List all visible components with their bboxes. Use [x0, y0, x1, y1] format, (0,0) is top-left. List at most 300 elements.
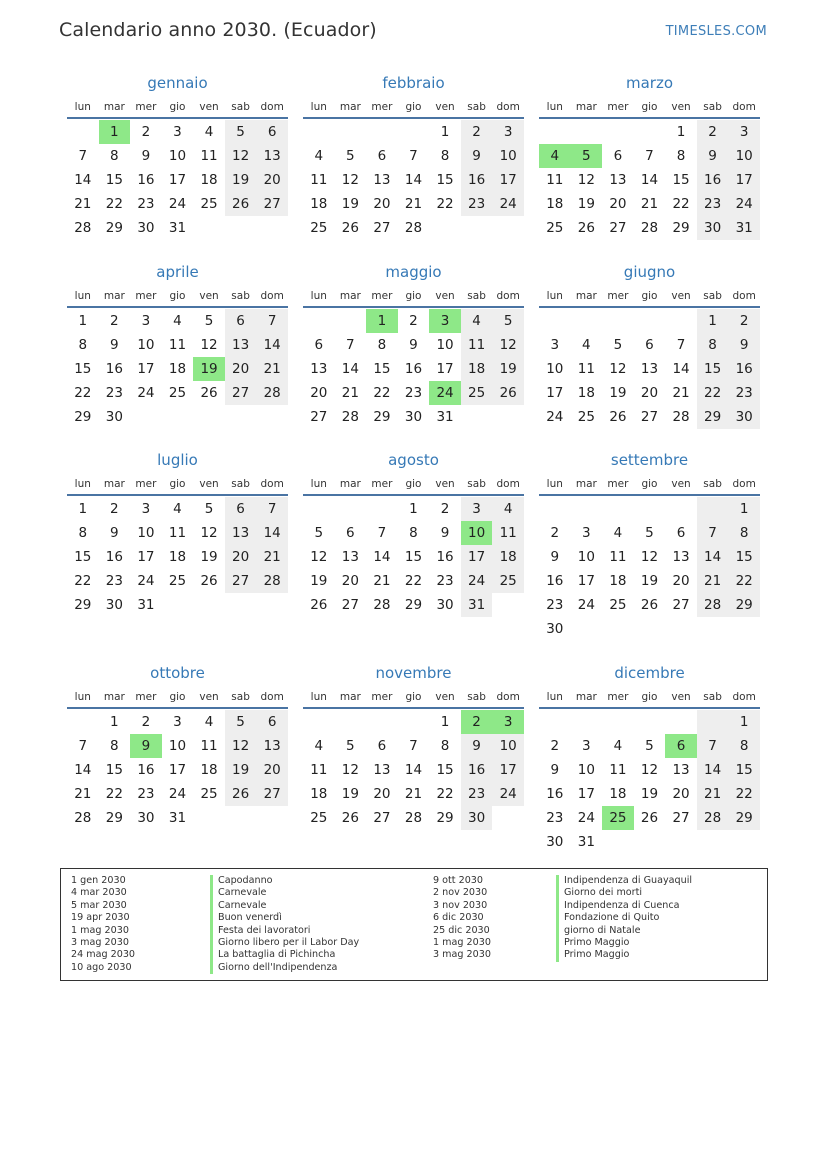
day-cell: 7	[256, 497, 288, 521]
day-cell: 30	[137, 220, 155, 236]
day-cell: 8	[377, 337, 387, 353]
weekday-header	[539, 472, 760, 496]
day-cell: 2	[697, 120, 729, 144]
day-cell: 8	[110, 738, 119, 754]
weekday-label: ven	[199, 101, 219, 113]
month-marzo	[539, 71, 760, 240]
day-cell: 26	[225, 782, 257, 806]
empty-day-cell	[634, 309, 666, 333]
legend-holiday-name: Giorno dei morti	[556, 887, 692, 899]
day-cell: 13	[341, 549, 359, 565]
day-cell: 13	[225, 521, 257, 545]
weekday-label: gio	[405, 290, 422, 302]
legend-names-column-2	[556, 875, 692, 962]
empty-day-cell	[366, 710, 398, 734]
day-cell: 5	[204, 501, 214, 517]
day-cell: 19	[310, 573, 328, 589]
day-cell: 6	[613, 148, 623, 164]
day-cell: 26	[225, 192, 257, 216]
empty-day-cell	[193, 593, 225, 617]
day-grid	[539, 308, 760, 429]
day-cell: 27	[672, 597, 690, 613]
day-cell: 15	[404, 549, 423, 565]
day-cell: 6	[346, 525, 355, 541]
day-cell: 18	[168, 549, 187, 565]
weekday-header	[303, 685, 524, 709]
legend-holiday-name: Giorno dell'Indipendenza	[210, 962, 359, 974]
day-cell: 16	[546, 573, 564, 589]
empty-day-cell	[697, 497, 729, 521]
empty-day-cell	[602, 120, 634, 144]
day-cell: 16	[461, 758, 493, 782]
legend-date: 5 mar 2030	[71, 899, 127, 911]
day-cell: 15	[728, 758, 760, 782]
legend-holiday-name: Indipendenza di Guayaquil	[556, 875, 692, 887]
weekday-label: lun	[310, 290, 327, 302]
legend-holiday-name: Giorno libero per il Labor Day	[210, 937, 359, 949]
weekday-label: mer	[135, 290, 157, 302]
weekday-label: sab	[703, 101, 722, 113]
month-luglio	[67, 448, 288, 617]
day-cell: 28	[373, 597, 391, 613]
day-cell: 27	[256, 782, 288, 806]
day-cell: 19	[341, 196, 359, 212]
day-cell: 17	[137, 361, 155, 377]
day-cell: 3	[461, 497, 493, 521]
day-cell: 10	[728, 144, 760, 168]
day-cell: 23	[105, 573, 123, 589]
weekday-label: mar	[103, 101, 125, 113]
weekday-label: lun	[546, 290, 563, 302]
day-cell: 10	[168, 148, 187, 164]
day-cell: 21	[74, 786, 92, 802]
weekday-label: mar	[339, 101, 361, 113]
day-cell: 19	[640, 786, 659, 802]
day-cell: 4	[314, 148, 324, 164]
weekday-label: lun	[74, 101, 91, 113]
weekday-label: dom	[496, 691, 520, 703]
day-cell: 12	[492, 333, 524, 357]
empty-day-cell	[665, 617, 697, 641]
legend-names-column-1	[210, 875, 359, 974]
day-cell: 29	[105, 810, 123, 826]
weekday-label: sab	[703, 478, 722, 490]
day-cell: 29	[404, 597, 423, 613]
empty-day-cell	[398, 710, 430, 734]
month-name: settembre	[610, 451, 689, 469]
weekday-header	[303, 472, 524, 496]
holiday-day-cell: 10	[461, 521, 493, 545]
weekday-label: gio	[405, 691, 422, 703]
day-cell: 17	[461, 545, 493, 569]
empty-day-cell	[256, 806, 288, 830]
legend-date: 1 mag 2030	[71, 924, 129, 936]
day-cell: 9	[409, 337, 418, 353]
day-cell: 26	[200, 573, 218, 589]
empty-day-cell	[335, 309, 367, 333]
empty-day-cell	[571, 617, 603, 641]
empty-day-cell	[571, 710, 603, 734]
weekday-label: sab	[231, 691, 250, 703]
month-aprile	[67, 260, 288, 429]
empty-day-cell	[429, 216, 461, 240]
day-cell: 24	[461, 569, 493, 593]
legend-holiday-name: La battaglia di Pichincha	[210, 949, 359, 961]
empty-day-cell	[303, 120, 335, 144]
day-cell: 5	[645, 525, 654, 541]
month-dicembre	[539, 661, 760, 854]
weekday-label: gio	[641, 101, 658, 113]
day-cell: 2	[461, 120, 493, 144]
weekday-label: gio	[641, 290, 658, 302]
empty-day-cell	[602, 830, 634, 854]
day-cell: 21	[640, 196, 659, 212]
legend-date: 1 gen 2030	[71, 875, 126, 886]
day-cell: 1	[78, 313, 88, 329]
holiday-day-cell: 3	[429, 309, 461, 333]
weekday-label: mer	[371, 290, 393, 302]
day-cell: 16	[137, 762, 155, 778]
empty-day-cell	[728, 830, 760, 854]
day-cell: 8	[78, 525, 88, 541]
day-cell: 18	[577, 385, 595, 401]
day-cell: 7	[409, 148, 418, 164]
weekday-label: lun	[74, 478, 91, 490]
weekday-label: dom	[260, 478, 284, 490]
day-cell: 5	[204, 313, 214, 329]
day-cell: 22	[436, 786, 454, 802]
day-cell: 20	[341, 573, 359, 589]
day-cell: 27	[373, 220, 391, 236]
weekday-label: ven	[199, 478, 219, 490]
day-grid	[67, 496, 288, 617]
day-grid	[539, 709, 760, 854]
day-cell: 8	[728, 521, 760, 545]
day-cell: 30	[546, 834, 564, 850]
day-cell: 23	[404, 385, 423, 401]
day-cell: 5	[346, 148, 355, 164]
empty-day-cell	[335, 497, 367, 521]
day-cell: 7	[697, 521, 729, 545]
empty-day-cell	[303, 497, 335, 521]
day-cell: 7	[676, 337, 686, 353]
empty-day-cell	[665, 710, 697, 734]
holiday-day-cell: 1	[366, 309, 398, 333]
day-cell: 15	[436, 762, 454, 778]
day-cell: 24	[546, 409, 564, 425]
day-cell: 30	[461, 806, 493, 830]
empty-day-cell	[162, 405, 194, 429]
day-cell: 18	[200, 172, 218, 188]
day-cell: 1	[676, 124, 686, 140]
day-cell: 30	[404, 409, 423, 425]
holiday-day-cell: 2	[461, 710, 493, 734]
empty-day-cell	[67, 710, 99, 734]
day-cell: 21	[697, 782, 729, 806]
day-cell: 23	[697, 192, 729, 216]
day-cell: 12	[640, 762, 659, 778]
day-cell: 14	[74, 172, 92, 188]
empty-day-cell	[665, 830, 697, 854]
day-cell: 23	[137, 196, 155, 212]
legend-holiday-name: Primo Maggio	[556, 949, 692, 961]
empty-day-cell	[634, 120, 666, 144]
day-cell: 23	[137, 786, 155, 802]
day-cell: 12	[200, 337, 218, 353]
day-cell: 30	[728, 405, 760, 429]
day-cell: 25	[168, 385, 187, 401]
day-cell: 7	[256, 309, 288, 333]
day-cell: 19	[341, 786, 359, 802]
day-cell: 31	[461, 593, 493, 617]
empty-day-cell	[492, 806, 524, 830]
weekday-label: gio	[405, 101, 422, 113]
legend-date: 24 mag 2030	[71, 949, 136, 961]
weekday-label: mar	[103, 478, 125, 490]
day-cell: 22	[373, 385, 391, 401]
day-cell: 2	[550, 738, 560, 754]
day-cell: 6	[256, 120, 288, 144]
month-giugno	[539, 260, 760, 429]
legend-holiday-name: Buon venerdì	[210, 912, 359, 924]
day-cell: 24	[577, 597, 595, 613]
day-cell: 29	[697, 405, 729, 429]
day-cell: 14	[256, 521, 288, 545]
day-cell: 24	[492, 192, 524, 216]
day-cell: 18	[546, 196, 564, 212]
day-cell: 24	[137, 385, 155, 401]
day-cell: 28	[404, 810, 423, 826]
holiday-day-cell: 25	[602, 806, 634, 830]
day-cell: 23	[461, 782, 493, 806]
day-cell: 9	[697, 144, 729, 168]
day-cell: 21	[373, 573, 391, 589]
legend-holiday-name: Carnevale	[210, 900, 359, 912]
empty-day-cell	[225, 405, 257, 429]
day-cell: 17	[577, 573, 595, 589]
day-cell: 30	[137, 810, 155, 826]
empty-day-cell	[665, 497, 697, 521]
day-cell: 4	[173, 501, 182, 517]
weekday-label: gio	[641, 478, 658, 490]
day-cell: 16	[105, 361, 123, 377]
day-cell: 9	[461, 734, 493, 758]
day-cell: 20	[225, 545, 257, 569]
empty-day-cell	[193, 405, 225, 429]
day-cell: 20	[256, 168, 288, 192]
day-cell: 18	[310, 196, 328, 212]
day-cell: 26	[640, 597, 659, 613]
day-cell: 30	[105, 409, 123, 425]
day-cell: 26	[492, 381, 524, 405]
weekday-label: mer	[135, 691, 157, 703]
day-cell: 26	[609, 409, 627, 425]
weekday-label: lun	[546, 101, 563, 113]
day-cell: 2	[141, 714, 151, 730]
day-cell: 29	[436, 810, 454, 826]
weekday-label: lun	[310, 478, 327, 490]
day-cell: 27	[256, 192, 288, 216]
day-cell: 21	[404, 786, 423, 802]
weekday-label: ven	[199, 290, 219, 302]
weekday-label: gio	[405, 478, 422, 490]
day-cell: 15	[74, 361, 92, 377]
day-cell: 25	[200, 786, 218, 802]
weekday-label: lun	[546, 478, 563, 490]
day-cell: 26	[341, 220, 359, 236]
day-cell: 5	[346, 738, 355, 754]
day-cell: 27	[609, 220, 627, 236]
legend-date: 3 mag 2030	[71, 936, 129, 948]
day-grid	[303, 119, 524, 240]
day-cell: 10	[546, 361, 564, 377]
day-cell: 29	[672, 220, 690, 236]
day-cell: 4	[314, 738, 324, 754]
day-cell: 3	[728, 120, 760, 144]
weekday-label: mar	[575, 691, 597, 703]
day-cell: 29	[105, 220, 123, 236]
month-febbraio	[303, 71, 524, 240]
day-cell: 9	[550, 549, 560, 565]
day-cell: 20	[672, 573, 690, 589]
weekday-label: gio	[169, 478, 186, 490]
weekday-label: ven	[435, 478, 455, 490]
legend-holiday-name: Primo Maggio	[556, 937, 692, 949]
day-cell: 6	[645, 337, 654, 353]
empty-day-cell	[539, 710, 571, 734]
holiday-day-cell: 6	[665, 734, 697, 758]
day-cell: 1	[78, 501, 88, 517]
day-cell: 16	[546, 786, 564, 802]
day-cell: 3	[173, 124, 182, 140]
legend-holiday-name: Festa dei lavoratori	[210, 925, 359, 937]
day-cell: 4	[613, 525, 623, 541]
day-cell: 2	[728, 309, 760, 333]
day-cell: 21	[341, 385, 359, 401]
month-name: aprile	[156, 263, 199, 281]
day-cell: 7	[377, 525, 387, 541]
weekday-header	[67, 95, 288, 119]
month-gennaio	[67, 71, 288, 240]
weekday-label: sab	[467, 101, 486, 113]
holiday-day-cell: 9	[130, 734, 162, 758]
day-cell: 26	[577, 220, 595, 236]
day-cell: 17	[492, 758, 524, 782]
day-cell: 27	[225, 381, 257, 405]
legend-date: 10 ago 2030	[71, 961, 132, 973]
weekday-label: gio	[641, 691, 658, 703]
day-cell: 25	[609, 597, 627, 613]
day-cell: 18	[492, 545, 524, 569]
day-cell: 13	[640, 361, 659, 377]
month-name: febbraio	[382, 74, 445, 92]
day-cell: 7	[78, 738, 88, 754]
empty-day-cell	[256, 216, 288, 240]
day-cell: 29	[728, 806, 760, 830]
weekday-label: mer	[607, 101, 629, 113]
weekday-label: mer	[371, 101, 393, 113]
day-cell: 7	[645, 148, 654, 164]
empty-day-cell	[665, 309, 697, 333]
weekday-header	[67, 685, 288, 709]
empty-day-cell	[335, 710, 367, 734]
empty-day-cell	[602, 309, 634, 333]
weekday-label: dom	[260, 290, 284, 302]
day-cell: 23	[546, 810, 564, 826]
day-cell: 12	[341, 762, 359, 778]
day-cell: 4	[492, 497, 524, 521]
day-cell: 31	[577, 834, 595, 850]
weekday-label: mer	[135, 478, 157, 490]
day-cell: 19	[492, 357, 524, 381]
day-cell: 23	[105, 385, 123, 401]
day-cell: 24	[728, 192, 760, 216]
empty-day-cell	[162, 593, 194, 617]
day-cell: 17	[168, 172, 187, 188]
day-cell: 23	[728, 381, 760, 405]
day-cell: 12	[577, 172, 595, 188]
empty-day-cell	[539, 120, 571, 144]
day-cell: 11	[310, 762, 328, 778]
weekday-label: mar	[103, 290, 125, 302]
weekday-label: mar	[575, 101, 597, 113]
weekday-label: dom	[732, 290, 756, 302]
weekday-label: lun	[74, 691, 91, 703]
legend-date: 19 apr 2030	[71, 912, 130, 924]
empty-day-cell	[728, 617, 760, 641]
day-cell: 3	[492, 120, 524, 144]
day-cell: 1	[728, 710, 760, 734]
day-cell: 13	[256, 144, 288, 168]
empty-day-cell	[571, 497, 603, 521]
month-agosto	[303, 448, 524, 617]
day-cell: 28	[256, 381, 288, 405]
day-cell: 6	[314, 337, 324, 353]
month-name: marzo	[625, 74, 674, 92]
day-cell: 14	[256, 333, 288, 357]
day-cell: 27	[225, 569, 257, 593]
day-cell: 14	[404, 762, 423, 778]
weekday-label: sab	[467, 290, 486, 302]
month-name: luglio	[157, 451, 198, 469]
day-cell: 11	[200, 148, 218, 164]
day-cell: 13	[672, 762, 690, 778]
legend-date: 9 ott 2030	[433, 875, 484, 886]
day-cell: 9	[728, 333, 760, 357]
page-title: Calendario anno 2030. (Ecuador)	[59, 19, 377, 41]
day-cell: 15	[105, 762, 123, 778]
month-name: giugno	[623, 263, 676, 281]
day-cell: 2	[110, 313, 119, 329]
legend-date: 6 dic 2030	[433, 912, 484, 924]
month-name: agosto	[388, 451, 439, 469]
weekday-label: mar	[103, 691, 125, 703]
day-cell: 3	[141, 313, 151, 329]
site-logo[interactable]: TIMESLES.COM	[665, 24, 767, 39]
day-cell: 14	[697, 545, 729, 569]
empty-day-cell	[571, 120, 603, 144]
day-cell: 22	[105, 196, 123, 212]
day-cell: 28	[74, 220, 92, 236]
day-cell: 23	[436, 573, 454, 589]
weekday-label: dom	[496, 290, 520, 302]
weekday-label: mer	[371, 691, 393, 703]
legend-date: 2 nov 2030	[433, 887, 488, 899]
day-cell: 27	[672, 810, 690, 826]
day-cell: 3	[582, 738, 591, 754]
empty-day-cell	[492, 216, 524, 240]
day-cell: 7	[697, 734, 729, 758]
